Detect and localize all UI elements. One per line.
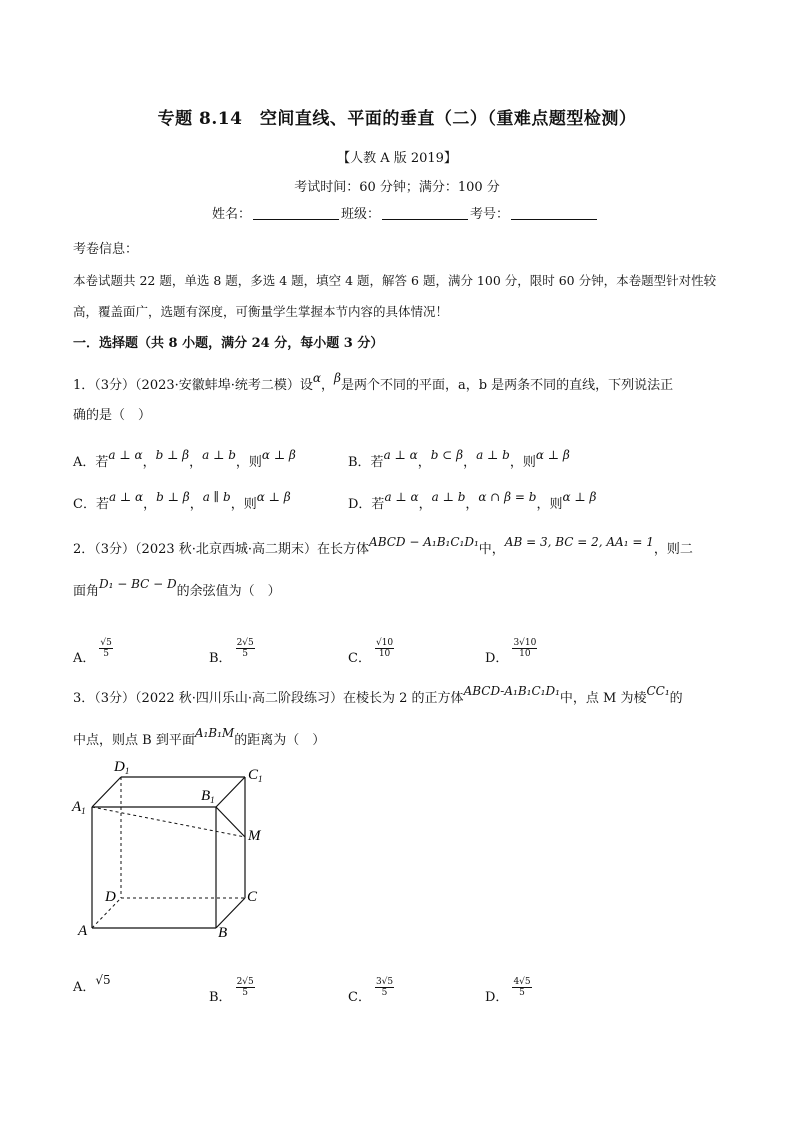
label-c1: $C_1$ bbox=[248, 767, 263, 784]
q2-stem-line2: 面角D₁ − BC − D的余弦值为（ ） bbox=[73, 577, 281, 599]
number-label: 考号： bbox=[470, 207, 510, 222]
label-a1: $A_1$ bbox=[72, 799, 86, 816]
label-c: C bbox=[247, 889, 258, 905]
q2-stem-line1: 2．（3分）（2023 秋·北京西城·高二期末）在长方体ABCD − A₁B₁C₁D₁中，AB = 3, BC = 2, AA₁ = 1，则二 bbox=[73, 535, 693, 557]
name-label: 姓名： bbox=[212, 207, 252, 222]
label-d: D bbox=[105, 889, 116, 905]
q2-option-d[interactable]: D． $\frac{3√10}{10}$ bbox=[485, 638, 537, 666]
info-line-2: 高，覆盖面广，选题有深度，可衡量学生掌握本节内容的具体情况！ bbox=[73, 304, 449, 319]
segment-b1m bbox=[216, 807, 245, 837]
q1-option-a[interactable]: A．若a ⊥ α，b ⊥ β，a ⊥ b，则α ⊥ β bbox=[73, 448, 296, 470]
label-m: M bbox=[248, 828, 261, 844]
name-field[interactable] bbox=[253, 205, 339, 220]
q1-option-b[interactable]: B．若a ⊥ α，b ⊂ β，a ⊥ b，则α ⊥ β bbox=[348, 448, 570, 470]
q1-option-d[interactable]: D．若a ⊥ α，a ⊥ b，α ∩ β = b，则α ⊥ β bbox=[348, 490, 597, 512]
q1-stem-line1: 1．（3分）（2023·安徽蚌埠·统考二模）设α，β是两个不同的平面，a，b 是两条不同的直线，下列说法正 bbox=[73, 371, 674, 393]
label-a: A bbox=[78, 923, 88, 939]
class-field[interactable] bbox=[382, 205, 468, 220]
page-title: 专题 8.14 空间直线、平面的垂直（二）（重难点题型检测） bbox=[157, 109, 637, 129]
edge-bc bbox=[216, 898, 245, 928]
label-d1: $D_1$ bbox=[114, 759, 130, 776]
q2-option-c[interactable]: C． $\frac{√10}{10}$ bbox=[348, 638, 394, 666]
q3-option-d[interactable]: D． $\frac{4√5}{5}$ bbox=[485, 977, 531, 1005]
q3-option-c[interactable]: C． $\frac{3√5}{5}$ bbox=[348, 977, 394, 1005]
label-b1: $B_1$ bbox=[201, 788, 215, 805]
student-info-row bbox=[212, 205, 599, 225]
exam-time: 考试时间：60 分钟；满分：100 分 bbox=[294, 180, 500, 195]
q3-stem-line2: 中点，则点 B 到平面A₁B₁M的距离为（ ） bbox=[73, 726, 326, 748]
beta-symbol: β bbox=[334, 371, 341, 385]
class-label: 班级： bbox=[341, 207, 381, 222]
q1-stem-line2: 确的是（ ） bbox=[73, 408, 152, 423]
q3-option-a[interactable]: A．√5 bbox=[73, 973, 111, 995]
q1-option-c[interactable]: C．若a ⊥ α，b ⊥ β，a ∥ b，则α ⊥ β bbox=[73, 490, 291, 512]
edition-label: 【人教 A 版 2019】 bbox=[337, 151, 457, 166]
edge-a1d1 bbox=[92, 777, 121, 807]
q3-option-b[interactable]: B． $\frac{2√5}{5}$ bbox=[209, 977, 254, 1005]
section-heading: 一．选择题（共 8 小题，满分 24 分，每小题 3 分） bbox=[73, 336, 384, 351]
segment-a1m bbox=[92, 807, 245, 837]
info-heading: 考卷信息： bbox=[73, 242, 139, 257]
edge-b1c1 bbox=[216, 777, 245, 807]
q2-option-a[interactable]: A． $\frac{√5}{5}$ bbox=[73, 638, 112, 666]
cube-figure bbox=[70, 755, 270, 940]
q2-option-b[interactable]: B． $\frac{2√5}{5}$ bbox=[209, 638, 254, 666]
number-field[interactable] bbox=[511, 205, 597, 220]
label-b: B bbox=[218, 925, 228, 940]
q3-stem-line1: 3．（3分）（2022 秋·四川乐山·高二阶段练习）在棱长为 2 的正方体ABCD-A₁B₁C₁D₁中，点 M 为棱CC₁的 bbox=[73, 684, 683, 706]
info-line-1: 本卷试题共 22 题，单选 8 题，多选 4 题，填空 4 题，解答 6 题，满分 100 分，限时 60 分钟，本卷题型针对性较 bbox=[73, 273, 717, 288]
alpha-symbol: α bbox=[312, 371, 322, 385]
